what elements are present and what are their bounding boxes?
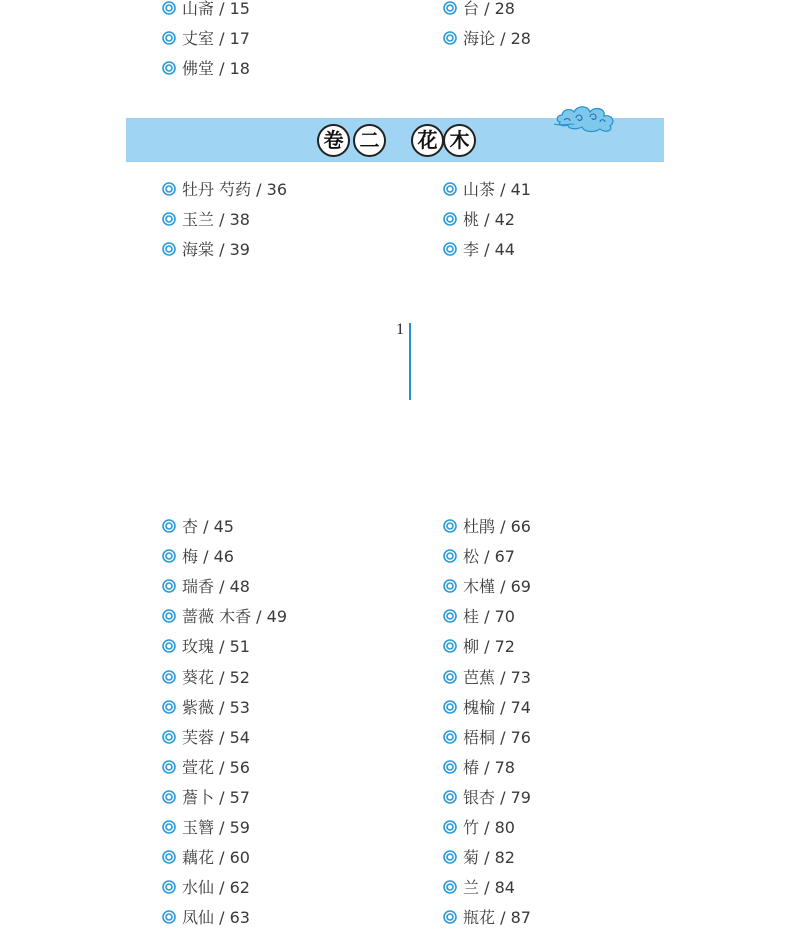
toc-separator: /: [495, 29, 511, 49]
toc-entry-page: 52: [229, 667, 250, 687]
toc-separator: /: [479, 818, 495, 837]
double-circle-bullet-icon: [162, 700, 176, 714]
toc-entry[interactable]: [162, 542, 234, 572]
toc-entry[interactable]: [443, 783, 531, 813]
toc-separator: /: [479, 547, 495, 567]
double-circle-bullet-icon: [162, 820, 176, 834]
toc-entry-page: 79: [510, 787, 531, 807]
toc-entry[interactable]: [162, 512, 234, 542]
toc-entry-title: 玉簪: [182, 818, 215, 837]
double-circle-bullet-icon: [443, 1, 457, 15]
double-circle-bullet-icon: [162, 242, 176, 256]
toc-entry-page: 66: [510, 517, 531, 536]
double-circle-bullet-icon: [443, 31, 457, 45]
toc-entry-page: 84: [494, 878, 515, 898]
toc-entry-page: 59: [229, 818, 250, 837]
toc-entry-page: 28: [510, 29, 531, 49]
toc-entry-page: 41: [510, 180, 531, 199]
toc-separator: /: [214, 637, 230, 657]
toc-entry-page: 60: [229, 848, 250, 868]
toc-entry-title: 玫瑰: [182, 637, 215, 657]
toc-separator: /: [214, 667, 230, 687]
toc-separator: /: [214, 29, 230, 49]
toc-separator: /: [251, 607, 267, 627]
toc-entry-title: 菊: [463, 848, 480, 868]
toc-separator: /: [495, 180, 511, 199]
toc-entry-page: 42: [494, 210, 515, 230]
toc-separator: /: [495, 727, 511, 747]
toc-entry[interactable]: [443, 175, 531, 205]
toc-entry-page: 28: [494, 0, 515, 18]
toc-entry[interactable]: [443, 753, 515, 783]
toc-entry-page: 73: [510, 667, 531, 687]
toc-entry[interactable]: [443, 693, 531, 723]
toc-separator: /: [479, 0, 495, 18]
toc-separator: /: [214, 757, 230, 777]
toc-separator: /: [214, 59, 230, 79]
toc-entry-title: 瑞香: [182, 577, 215, 597]
toc-entry-title: 佛堂: [182, 59, 215, 79]
toc-entry-title: 桂: [463, 607, 480, 627]
double-circle-bullet-icon: [162, 850, 176, 864]
toc-separator: /: [495, 667, 511, 687]
toc-separator: /: [495, 787, 511, 807]
toc-entry[interactable]: [443, 903, 531, 933]
toc-separator: /: [198, 547, 214, 567]
toc-entry[interactable]: [162, 783, 250, 813]
double-circle-bullet-icon: [162, 549, 176, 563]
toc-entry-page: 70: [494, 607, 515, 627]
toc-entry-title: 木槿: [463, 577, 496, 597]
toc-entry-title: 芭蕉: [463, 667, 496, 687]
toc-entry-title: 牡丹 芍药: [182, 180, 252, 199]
double-circle-bullet-icon: [162, 61, 176, 75]
toc-entry-title: 海棠: [182, 240, 215, 260]
double-circle-bullet-icon: [443, 670, 457, 684]
toc-entry[interactable]: [443, 512, 531, 542]
toc-entry-title: 山斋: [182, 0, 215, 18]
toc-separator: /: [479, 878, 495, 898]
toc-separator: /: [214, 908, 230, 928]
toc-entry[interactable]: [162, 723, 250, 753]
double-circle-bullet-icon: [162, 730, 176, 744]
toc-entry-title: 杏: [182, 517, 199, 536]
toc-entry-title: 玉兰: [182, 210, 215, 230]
toc-entry-page: 49: [266, 607, 288, 627]
double-circle-bullet-icon: [443, 790, 457, 804]
toc-entry-page: 15: [229, 0, 250, 18]
toc-entry-page: 82: [494, 848, 515, 868]
toc-separator: /: [495, 577, 511, 597]
toc-entry[interactable]: [443, 205, 515, 235]
double-circle-bullet-icon: [443, 182, 457, 196]
toc-entry-title: 桃: [463, 210, 480, 230]
toc-entry[interactable]: [443, 663, 531, 693]
toc-separator: /: [214, 697, 230, 717]
toc-entry-page: 17: [229, 29, 250, 49]
toc-entry[interactable]: [443, 813, 515, 843]
double-circle-bullet-icon: [443, 700, 457, 714]
double-circle-bullet-icon: [443, 639, 457, 653]
toc-entry-page: 69: [510, 577, 531, 597]
toc-entry[interactable]: [162, 693, 250, 723]
toc-entry-page: 51: [229, 637, 250, 657]
toc-entry[interactable]: [162, 235, 250, 265]
toc-entry-title: 瓶花: [463, 908, 496, 928]
toc-entry[interactable]: [443, 723, 531, 753]
toc-separator: /: [495, 517, 511, 536]
toc-entry-page: 46: [213, 547, 234, 567]
toc-entry-page: 36: [266, 180, 288, 199]
toc-entry[interactable]: [162, 0, 250, 24]
toc-entry-page: 80: [494, 818, 515, 837]
toc-separator: /: [479, 210, 495, 230]
double-circle-bullet-icon: [443, 850, 457, 864]
toc-entry-title: 凤仙: [182, 908, 215, 928]
toc-separator: /: [214, 577, 230, 597]
toc-entry[interactable]: [162, 903, 250, 933]
toc-entry-title: 藕花: [182, 848, 215, 868]
toc-separator: /: [495, 908, 511, 928]
section-char-seal: 花: [411, 124, 444, 157]
toc-entry[interactable]: [443, 572, 531, 602]
toc-entry-title: 萱花: [182, 757, 215, 777]
toc-entry-page: 72: [494, 637, 515, 657]
double-circle-bullet-icon: [162, 760, 176, 774]
toc-separator: /: [479, 607, 495, 627]
toc-separator: /: [479, 240, 495, 260]
toc-entry-title: 柳: [463, 637, 480, 657]
toc-separator: /: [198, 517, 214, 536]
toc-entry-title: 芙蓉: [182, 727, 215, 747]
toc-entry-page: 56: [229, 757, 250, 777]
double-circle-bullet-icon: [443, 212, 457, 226]
section-char-seal: 木: [443, 124, 476, 157]
toc-entry-page: 62: [229, 878, 250, 898]
section-char-seal: 卷: [317, 124, 350, 157]
toc-entry-title: 蔷薇 木香: [182, 607, 252, 627]
double-circle-bullet-icon: [162, 182, 176, 196]
toc-entry-title: 海论: [463, 29, 496, 49]
toc-entry-page: 54: [229, 727, 250, 747]
double-circle-bullet-icon: [162, 31, 176, 45]
toc-entry[interactable]: [162, 54, 250, 84]
double-circle-bullet-icon: [162, 579, 176, 593]
toc-entry[interactable]: [162, 24, 250, 54]
toc-entry-title: 兰: [463, 878, 480, 898]
page-number: 1: [396, 321, 404, 338]
toc-entry-title: 松: [463, 547, 480, 567]
toc-separator: /: [479, 637, 495, 657]
toc-separator: /: [214, 210, 230, 230]
double-circle-bullet-icon: [443, 242, 457, 256]
toc-entry-title: 竹: [463, 818, 480, 837]
toc-entry-title: 山茶: [463, 180, 496, 199]
folio-rule: [409, 323, 411, 400]
toc-entry[interactable]: [162, 632, 250, 662]
toc-separator: /: [219, 878, 230, 898]
toc-separator: /: [479, 757, 495, 777]
toc-separator: /: [251, 180, 267, 199]
toc-entry-title: 梧桐: [463, 727, 496, 747]
toc-entry-page: 39: [229, 240, 250, 260]
toc-entry[interactable]: [162, 175, 287, 205]
double-circle-bullet-icon: [162, 790, 176, 804]
toc-entry-page: 63: [229, 908, 250, 928]
auspicious-cloud-icon: [554, 100, 620, 138]
toc-entry-title: 银杏: [463, 787, 496, 807]
toc-entry-title: 李: [463, 240, 480, 260]
toc-separator: /: [214, 818, 230, 837]
double-circle-bullet-icon: [162, 1, 176, 15]
toc-entry-page: 44: [494, 240, 515, 260]
toc-entry-page: 53: [229, 697, 250, 717]
toc-entry[interactable]: [443, 843, 515, 873]
toc-separator: /: [214, 240, 230, 260]
toc-entry-page: 74: [510, 697, 531, 717]
toc-separator: /: [214, 848, 230, 868]
toc-entry-page: 45: [213, 517, 234, 536]
toc-entry[interactable]: [162, 753, 250, 783]
toc-entry-title: 紫薇: [182, 697, 215, 717]
toc-entry[interactable]: [443, 602, 515, 632]
toc-entry-title: 丈室: [182, 29, 215, 49]
toc-entry[interactable]: [443, 235, 515, 265]
toc-entry-page: 67: [494, 547, 515, 567]
toc-entry[interactable]: [443, 0, 515, 24]
toc-entry[interactable]: [443, 542, 515, 572]
toc-entry-title: 水仙: [182, 878, 220, 898]
toc-entry-title: 杜鹃: [463, 517, 496, 536]
toc-entry[interactable]: [162, 602, 287, 632]
double-circle-bullet-icon: [162, 519, 176, 533]
double-circle-bullet-icon: [162, 910, 176, 924]
double-circle-bullet-icon: [162, 212, 176, 226]
toc-separator: /: [214, 0, 230, 18]
toc-entry[interactable]: [162, 843, 250, 873]
toc-entry[interactable]: [443, 24, 531, 54]
toc-separator: /: [214, 727, 230, 747]
double-circle-bullet-icon: [443, 579, 457, 593]
section-char-seal: 二: [353, 124, 386, 157]
double-circle-bullet-icon: [162, 880, 176, 894]
double-circle-bullet-icon: [443, 730, 457, 744]
toc-entry[interactable]: [162, 813, 250, 843]
toc-entry-page: 76: [510, 727, 531, 747]
toc-entry-title: 槐榆: [463, 697, 496, 717]
toc-entry-page: 18: [229, 59, 250, 79]
toc-entry[interactable]: [443, 873, 515, 903]
double-circle-bullet-icon: [443, 519, 457, 533]
double-circle-bullet-icon: [443, 820, 457, 834]
toc-entry-page: 87: [510, 908, 531, 928]
toc-entry[interactable]: [443, 632, 515, 662]
double-circle-bullet-icon: [443, 910, 457, 924]
toc-separator: /: [214, 787, 230, 807]
toc-entry-title: 椿: [463, 757, 480, 777]
double-circle-bullet-icon: [162, 670, 176, 684]
toc-entry[interactable]: [162, 205, 250, 235]
double-circle-bullet-icon: [443, 609, 457, 623]
toc-entry-page: 57: [229, 787, 250, 807]
toc-entry[interactable]: [162, 873, 250, 903]
toc-entry-title: 薝卜: [182, 787, 215, 807]
double-circle-bullet-icon: [443, 549, 457, 563]
toc-entry-page: 48: [229, 577, 250, 597]
toc-entry-title: 葵花: [182, 667, 215, 687]
toc-separator: /: [479, 848, 495, 868]
toc-entry-title: 台: [463, 0, 480, 18]
toc-entry[interactable]: [162, 572, 250, 602]
double-circle-bullet-icon: [162, 639, 176, 653]
double-circle-bullet-icon: [162, 609, 176, 623]
double-circle-bullet-icon: [443, 760, 457, 774]
double-circle-bullet-icon: [443, 880, 457, 894]
toc-entry[interactable]: [162, 663, 250, 693]
toc-entry-title: 梅: [182, 547, 199, 567]
toc-separator: /: [495, 697, 511, 717]
toc-entry-page: 38: [229, 210, 250, 230]
toc-entry-page: 78: [494, 757, 515, 777]
